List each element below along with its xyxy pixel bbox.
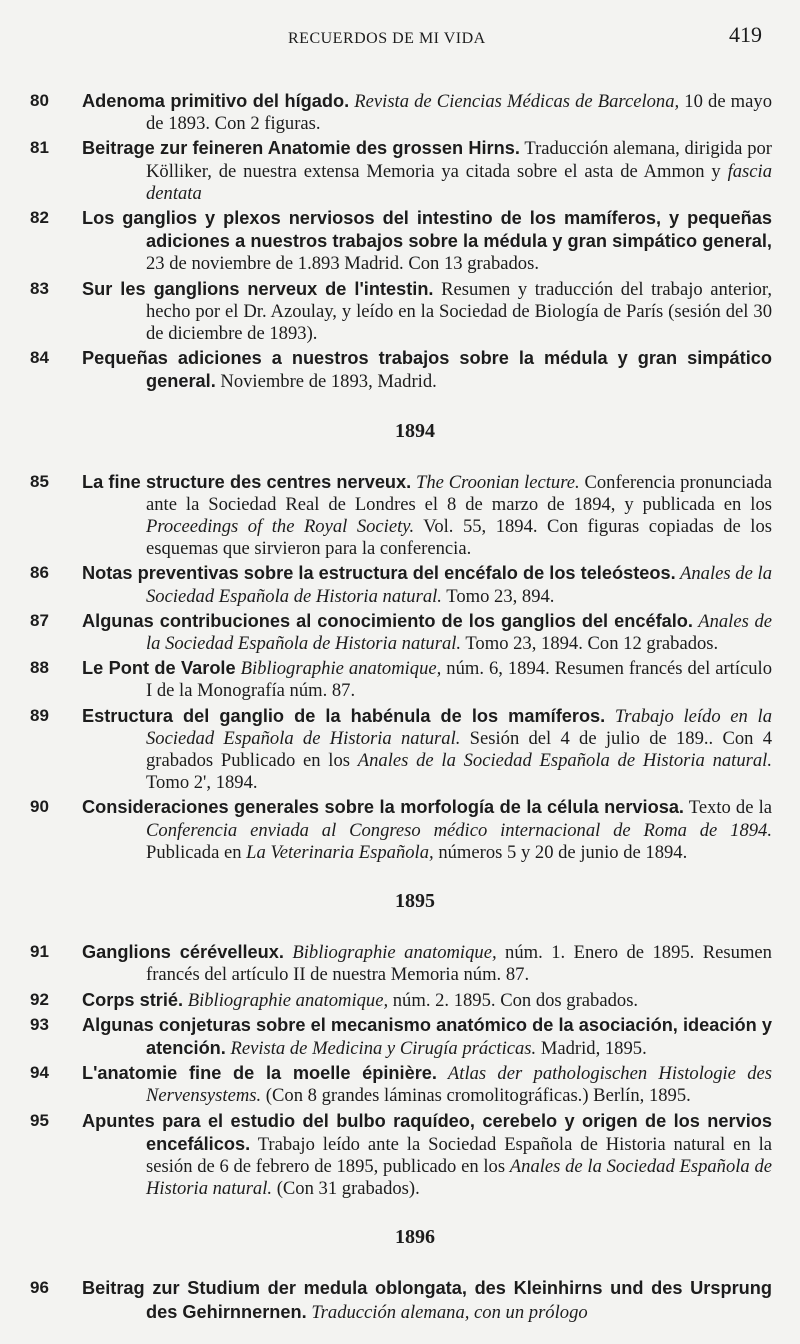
entry-source: Trabajo leído en la Sociedad Española de Historia natural. [146,705,772,749]
bibliography-entry [30,1062,772,1107]
entry-number: 96 [30,1278,49,1298]
entry-source: Anales de la Sociedad Española de Historia natural. [146,1155,773,1200]
entry-note: 23 de noviembre de 1.893 Madrid. Con 13 grabados. [146,253,539,275]
entry-source: Conferencia enviada al Congreso médico internacional de Roma de 1894. [146,819,772,841]
entry-number: 91 [30,942,49,962]
entry-number: 90 [30,797,49,817]
entry-source: Bibliographie anatomique, [183,989,389,1011]
entry-text [82,610,772,655]
entry-number: 80 [30,91,49,110]
entry-note: Tomo 2', 1894. [146,772,258,794]
entry-note: números 5 y 20 de junio de 1894. [433,841,688,863]
bibliography-entry [30,705,772,795]
entry-note: núm. 1. Enero de 1895. Resumen francés del artículo II de nuestra Memoria núm. 87. [146,942,772,986]
entry-text [82,137,772,205]
entry-title: Estructura del ganglio de la habénula de los mamíferos. [82,705,606,726]
bibliography-entry [30,796,773,864]
entry-title: La fine structure des centres nerveux. [82,471,412,492]
entry-note: Traducción alemana, dirigida por Kölliker, de nuestra extensa Memoria ya citada sobre el asta de Ammon y [146,138,772,182]
entry-title: Algunas conjeturas sobre el mecanismo anatómico de la asociación, ideación y atención. [82,1014,772,1058]
entry-text [82,90,772,135]
entry-source: La Veterinaria Española, [246,841,434,863]
bibliography-entry [30,562,772,607]
entries-1896-group [30,1277,772,1323]
entry-note: Vol. 55, 1894. Con figuras copiadas de los esquemas que sirvieron para la conferencia. [146,516,773,560]
entry-title: Algunas contribuciones al conocimiento de los ganglios del encéfalo. [82,610,693,631]
entry-number: 94 [30,1063,49,1083]
entry-source: Revista de Ciencias Médicas de Barcelona, [349,91,680,112]
entry-source: Anales de la Sociedad Española de Historia natural. [357,750,772,772]
entry-title: L'anatomie fine de la moelle épinière. [82,1063,437,1084]
entry-title: Adenoma primitivo del hígado. [82,91,350,111]
bibliography-entry [30,941,772,986]
year-heading-1894: 1894 [395,419,435,442]
entry-note: Sesión del 4 de julio de 189.. Con 4 grabados Publicado en los [146,727,772,772]
entry-text [82,705,772,795]
entry-number: 85 [30,471,49,491]
bibliography-entry [30,657,772,702]
entry-number: 93 [30,1014,49,1034]
entry-text [82,562,772,607]
entry-source: fascia dentata [146,160,772,204]
entry-title: Notas preventivas sobre la estructura del encéfalo de los teleósteos. [82,563,676,584]
entry-text [82,347,772,393]
entry-number: 81 [30,138,49,158]
entry-text [82,471,772,561]
entry-note: núm. 2. 1895. Con dos grabados. [388,989,639,1011]
entry-source: Traducción alemana, con un prólogo [306,1301,588,1323]
bibliography-entry [30,137,772,205]
entry-title: Sur les ganglions nerveux de l'intestin. [82,278,434,299]
entry-title: Apuntes para el estudio del bulbo raquídeo, cerebelo y origen de los nervios encefálicos. [82,1110,772,1154]
entry-source: Anales de la Sociedad Española de Historia natural. [146,563,772,607]
entry-title: Ganglions cérévelleux. [82,942,284,963]
page-number: 419 [729,22,762,47]
entry-text [82,657,772,702]
entry-note: Publicada en [146,841,247,863]
entry-title: Beitrage zur feineren Anatomie des grossen Hirns. [82,138,520,159]
entry-number: 86 [30,563,49,583]
entry-source: Bibliographie anatomique, [235,658,442,680]
bibliography-entry [30,278,772,346]
entry-note: Tomo 23, 1894. Con 12 grabados. [461,633,719,655]
entry-source: The Croonian lecture. [411,471,580,493]
entry-note: Tomo 23, 894. [441,585,555,607]
entry-note: Resumen y traducción del trabajo anterior, hecho por el Dr. Azoulay, y leído en la Sociedad de Biología de París (sesión del 30 de diciembre de 1893). [146,278,772,345]
bibliography-entry [30,1110,773,1201]
bibliography-entry [30,471,773,561]
entries-1893-group [30,90,772,394]
running-head [58,20,772,54]
entry-text [82,1014,772,1060]
entry-title: Los ganglios y plexos nerviosos del intestino de los mamíferos, y pequeñas adiciones a nuestros trabajos sobre la médula y gran simpático general, [82,208,772,252]
entry-text [82,796,772,864]
entry-number: 83 [30,278,49,298]
entry-source: Revista de Medicina y Cirugía prácticas. [225,1037,537,1059]
entry-note: Trabajo leído ante la Sociedad Española de Historia natural en la sesión de 6 de febrero de 1895, publicado en los [146,1133,772,1177]
entry-text [82,989,772,1012]
entry-number: 84 [30,348,49,368]
entry-text [82,1062,772,1107]
entry-title: Le Pont de Varole [82,658,236,679]
entry-source: Proceedings of the Royal Society. [146,516,415,538]
entry-text [82,941,772,986]
bibliography-entry [30,347,772,393]
entry-source: Bibliographie anatomique, [283,942,497,964]
bibliography-entry [30,207,772,276]
entry-number: 89 [30,705,49,725]
entry-note: (Con 8 grandes láminas cromolitográficas.) Berlín, 1895. [261,1085,691,1107]
entry-number: 88 [30,658,49,678]
entry-source: Atlas der pathologischen Histologie des Nervensystems. [146,1063,772,1107]
year-heading-1896: 1896 [395,1226,435,1249]
entry-text [82,1277,772,1323]
entry-note: Noviembre de 1893, Madrid. [215,371,437,393]
bibliography-list [30,90,773,1324]
entry-source: Anales de la Sociedad Española de Historia natural. [146,610,772,655]
entry-title: Corps strié. [82,989,184,1010]
entry-note: Texto de la [684,797,773,819]
entry-note: Madrid, 1895. [536,1037,647,1059]
bibliography-entry [30,610,772,655]
entry-text [82,1110,772,1201]
entry-note: núm. 6, 1894. Resumen francés del artículo I de la Monografía núm. 87. [146,658,772,702]
entry-note: Conferencia pronunciada ante la Sociedad Real de Londres el 8 de marzo de 1894, y publicada en los [146,471,772,515]
entry-title: Consideraciones generales sobre la morfología de la célula nerviosa. [82,797,684,818]
entry-note: (Con 31 grabados). [272,1178,420,1200]
entry-text [82,207,772,276]
entries-1895-group [30,941,773,1200]
entries-1894-group [30,471,773,864]
year-heading-1895: 1895 [395,890,435,913]
bibliography-entry [30,1014,772,1060]
entry-note: 10 de mayo de 1893. Con 2 figuras. [146,91,772,135]
bibliography-entry [30,1277,772,1323]
bibliography-entry [30,989,772,1012]
entry-number: 92 [30,989,49,1009]
bibliography-entry [30,90,772,135]
running-title: RECUERDOS DE MI VIDA [288,30,486,47]
entry-number: 95 [30,1110,49,1130]
entry-title: Beitrag zur Studium der medula oblongata, des Kleinhirns und des Ursprung des Gehirnnernen. [82,1278,772,1322]
entry-text [82,278,772,346]
entry-title: Pequeñas adiciones a nuestros trabajos sobre la médula y gran simpático general. [82,348,772,392]
entry-number: 82 [30,208,49,228]
entry-number: 87 [30,610,49,630]
